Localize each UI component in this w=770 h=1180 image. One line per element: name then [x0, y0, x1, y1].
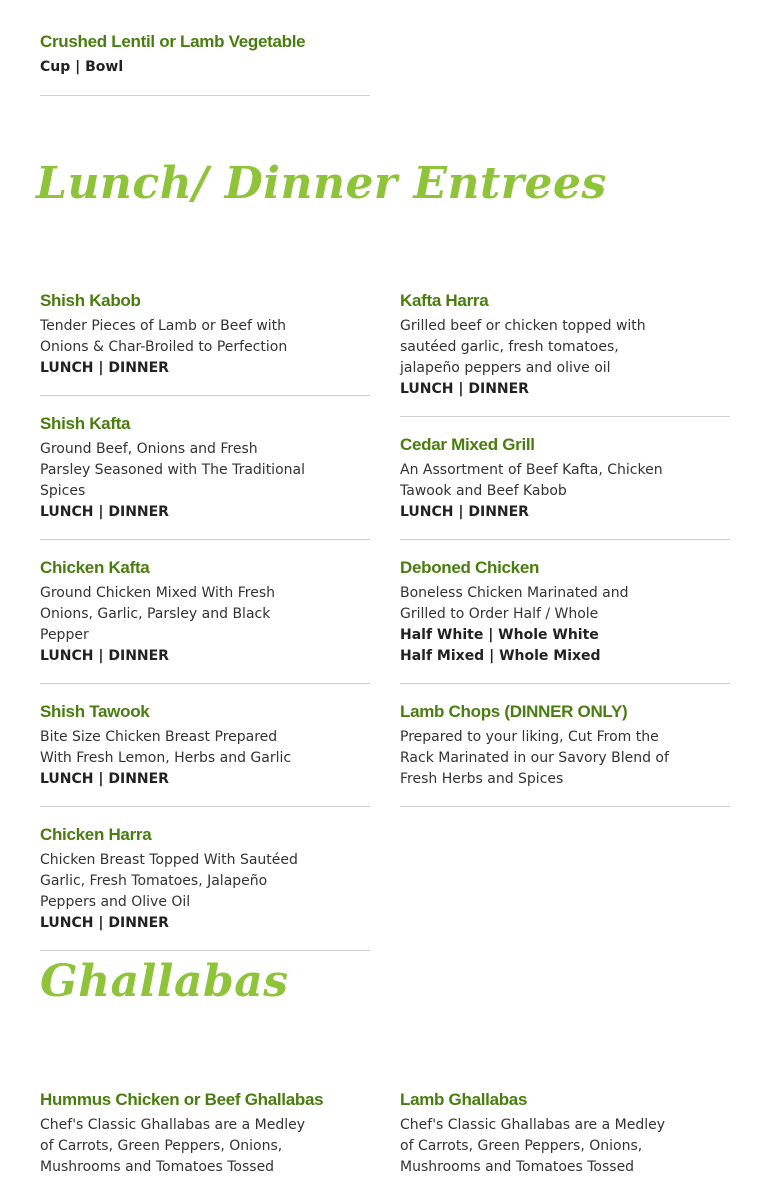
- item-tags: LUNCH | DINNER: [40, 504, 169, 520]
- item-title: Lamb Ghallabas: [400, 1090, 528, 1109]
- item-tags: LUNCH | DINNER: [40, 915, 169, 931]
- item-title: Shish Kabob: [40, 291, 141, 310]
- item-title: Deboned Chicken: [400, 558, 540, 577]
- item-title: Chicken Harra: [40, 825, 152, 844]
- section-heading-entrees: Lunch/ Dinner Entrees: [36, 158, 607, 209]
- item-description: Ground Chicken Mixed With Fresh Onions, Garlic, Parsley and Black Pepper: [40, 585, 275, 643]
- item-title: Chicken Kafta: [40, 558, 150, 577]
- item-tags: LUNCH | DINNER: [40, 771, 169, 787]
- menu-item-shish-tawook: [40, 702, 370, 807]
- menu-item-deboned-chicken: [400, 558, 730, 684]
- item-tags: LUNCH | DINNER: [400, 504, 529, 520]
- item-description: Prepared to your liking, Cut From the Rack Marinated in our Savory Blend of Fresh Herbs and Spices: [400, 729, 669, 787]
- menu-item-shish-kafta: [40, 414, 370, 540]
- item-tags: Half White | Whole White: [400, 627, 599, 643]
- menu-item-chicken-harra: [40, 825, 370, 951]
- item-description: Chef's Classic Ghallabas are a Medley of Carrots, Green Peppers, Onions, Mushrooms and Tomatoes Tossed: [40, 1117, 306, 1175]
- item-description: Ground Beef, Onions and Fresh Parsley Seasoned with The Traditional Spices: [40, 441, 305, 499]
- menu-item-hummus-ghallabas: [40, 1090, 370, 1178]
- menu-item-kafta-harra: [400, 291, 730, 417]
- menu-item-cedar-mixed-grill: [400, 435, 730, 540]
- item-title: Shish Tawook: [40, 702, 150, 721]
- item-title: Crushed Lentil or Lamb Vegetable: [40, 32, 306, 51]
- menu-item-soup: [40, 32, 370, 96]
- item-description: Tender Pieces of Lamb or Beef with Onions & Char-Broiled to Perfection: [40, 318, 288, 355]
- item-title: Cedar Mixed Grill: [400, 435, 535, 454]
- item-tags: LUNCH | DINNER: [400, 381, 529, 397]
- item-title: Kafta Harra: [400, 291, 489, 310]
- section-heading-ghallabas: Ghallabas: [40, 956, 289, 1007]
- menu-item-lamb-ghallabas: [400, 1090, 730, 1178]
- item-title: Hummus Chicken or Beef Ghallabas: [40, 1090, 324, 1109]
- ghallabas-right-column: [400, 1090, 730, 1178]
- entrees-left-column: [40, 291, 370, 969]
- item-tags-secondary: Half Mixed | Whole Mixed: [400, 648, 601, 664]
- item-tags: LUNCH | DINNER: [40, 648, 169, 664]
- item-tags: Cup | Bowl: [40, 59, 124, 75]
- item-description: Chicken Breast Topped With Sautéed Garlic, Fresh Tomatoes, Jalapeño Peppers and Olive Oil: [40, 852, 298, 910]
- item-description: An Assortment of Beef Kafta, Chicken Tawook and Beef Kabob: [400, 462, 663, 499]
- menu-item-lamb-chops: [400, 702, 730, 807]
- item-description: Chef's Classic Ghallabas are a Medley of Carrots, Green Peppers, Onions, Mushrooms and Tomatoes Tossed: [400, 1117, 666, 1175]
- menu-item-shish-kabob: [40, 291, 370, 396]
- soup-column: [40, 32, 370, 114]
- item-title: Lamb Chops (DINNER ONLY): [400, 702, 628, 721]
- entrees-right-column: [400, 291, 730, 825]
- item-description: Bite Size Chicken Breast Prepared With Fresh Lemon, Herbs and Garlic: [40, 729, 292, 766]
- item-tags: LUNCH | DINNER: [40, 360, 169, 376]
- item-title: Shish Kafta: [40, 414, 131, 433]
- item-description: Grilled beef or chicken topped with sautéed garlic, fresh tomatoes, jalapeño peppers and olive oil: [400, 318, 646, 376]
- ghallabas-left-column: [40, 1090, 370, 1178]
- menu-item-chicken-kafta: [40, 558, 370, 684]
- item-description: Boneless Chicken Marinated and Grilled to Order Half / Whole: [400, 585, 629, 622]
